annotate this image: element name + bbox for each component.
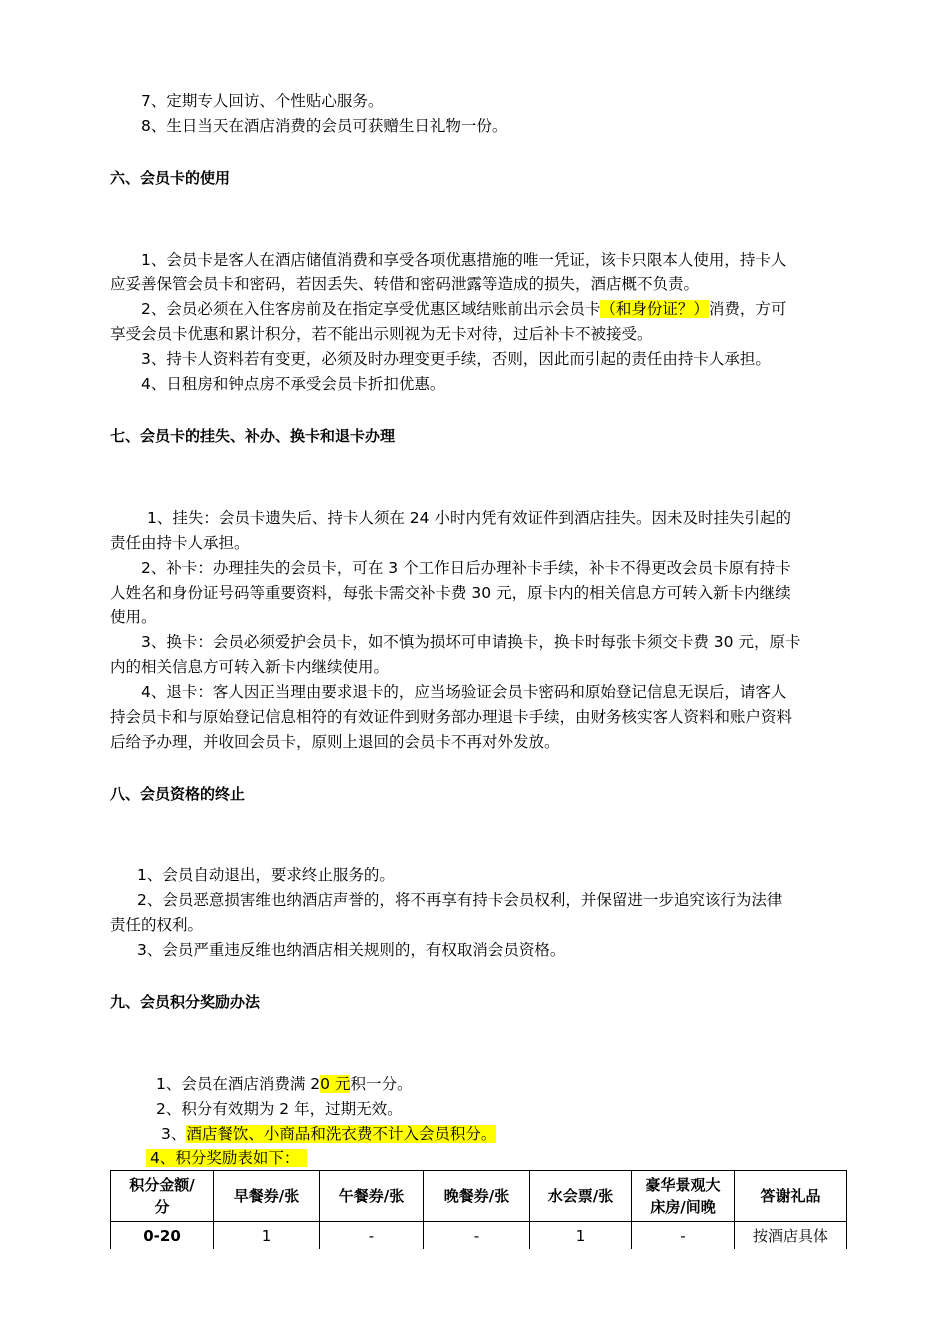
highlighted-table-intro: 4、积分奖励表如下： xyxy=(146,1149,307,1167)
s6-item-4: 4、日租房和钟点房不承受会员卡折扣优惠。 xyxy=(141,375,446,393)
s7-item-3-line-2: 内的相关信息方可转入新卡内继续使用。 xyxy=(110,658,390,676)
s7-item-4-line-3: 后给予办理，并收回会员卡，原则上退回的会员卡不再对外发放。 xyxy=(110,733,560,751)
section-heading-7: 七、会员卡的挂失、补办、换卡和退卡办理 xyxy=(110,427,396,445)
table-cell: 按酒店具体 xyxy=(735,1222,847,1250)
s6-item-2-text-b: 消费，方可 xyxy=(708,300,787,318)
reward-table xyxy=(110,1170,847,1249)
header-deluxe-room: 豪华景观大 床房/间晚 xyxy=(632,1171,735,1222)
header-gift: 答谢礼品 xyxy=(735,1171,847,1222)
s7-item-4-line-2: 持会员卡和与原始登记信息相符的有效证件到财务部办理退卡手续，由财务核实客人资料和账户资料 xyxy=(110,708,793,726)
s9-item-1-text-a: 1、会员在酒店消费满 2 xyxy=(156,1075,321,1093)
s7-item-2-line-2: 人姓名和身份证号码等重要资料，每张卡需交补卡费 30 元，原卡内的相关信息方可转入新卡内继续 xyxy=(110,584,791,602)
s9-item-1 xyxy=(156,1072,412,1096)
s9-item-3 xyxy=(161,1122,496,1146)
s7-item-1-line-2: 责任由持卡人承担。 xyxy=(110,534,250,552)
s8-item-3: 3、会员严重违反维也纳酒店相关规则的，有权取消会员资格。 xyxy=(137,941,566,959)
table-row xyxy=(111,1222,847,1250)
section-heading-6: 六、会员卡的使用 xyxy=(110,169,231,187)
table-header-row xyxy=(111,1171,847,1222)
s6-item-2-line-2: 享受会员卡优惠和累计积分，若不能出示则视为无卡对待，过后补卡不被接受。 xyxy=(110,325,653,343)
s7-item-2-line-1: 2、补卡：办理挂失的会员卡，可在 3 个工作日后办理补卡手续，补卡不得更改会员卡原有持卡 xyxy=(141,559,791,577)
header-points-amount: 积分金额/ 分 xyxy=(111,1171,214,1222)
s8-item-1: 1、会员自动退出，要求终止服务的。 xyxy=(137,866,395,884)
s7-item-4-line-1: 4、退卡：客人因正当理由要求退卡的，应当场验证会员卡密码和原始登记信息无误后，请客人 xyxy=(141,683,787,701)
s7-item-1-line-1: 1、挂失：会员卡遗失后、持卡人须在 24 小时内凭有效证件到酒店挂失。因未及时挂失引起的 xyxy=(147,509,791,527)
s9-item-3-number: 3、 xyxy=(161,1125,187,1143)
s6-item-1-line-2: 应妥善保管会员卡和密码，若因丢失、转借和密码泄露等造成的损失，酒店概不负责。 xyxy=(110,275,700,293)
table-cell: 1 xyxy=(214,1222,320,1250)
benefit-item-7: 7、定期专人回访、个性贴心服务。 xyxy=(141,92,384,110)
table-cell: - xyxy=(632,1222,735,1250)
header-dinner-voucher: 晚餐券/张 xyxy=(424,1171,530,1222)
s9-item-4 xyxy=(146,1146,307,1170)
highlighted-exclusion: 酒店餐饮、小商品和洗衣费不计入会员积分。 xyxy=(186,1125,497,1143)
s6-item-2-text-a: 2、会员必须在入住客房前及在指定享受优惠区域结账前出示会员卡 xyxy=(141,300,601,318)
s6-item-2-line-1 xyxy=(141,297,786,321)
section-heading-8: 八、会员资格的终止 xyxy=(110,785,246,803)
s8-item-2-line-2: 责任的权利。 xyxy=(110,916,204,934)
highlighted-amount: 0 元 xyxy=(320,1075,351,1093)
highlighted-note: （和身份证？） xyxy=(600,300,709,318)
benefit-item-8: 8、生日当天在酒店消费的会员可获赠生日礼物一份。 xyxy=(141,117,508,135)
section-heading-9: 九、会员积分奖励办法 xyxy=(110,993,261,1011)
s7-item-2-line-3: 使用。 xyxy=(110,608,157,626)
table-cell: - xyxy=(424,1222,530,1250)
table-cell: 1 xyxy=(530,1222,632,1250)
header-breakfast-voucher: 早餐券/张 xyxy=(214,1171,320,1222)
table-cell: - xyxy=(320,1222,424,1250)
s6-item-1-line-1: 1、会员卡是客人在酒店储值消费和享受各项优惠措施的唯一凭证，该卡只限本人使用，持卡人 xyxy=(141,251,787,269)
header-lunch-voucher: 午餐券/张 xyxy=(320,1171,424,1222)
s8-item-2-line-1: 2、会员恶意损害维也纳酒店声誉的，将不再享有持卡会员权利，并保留进一步追究该行为法律 xyxy=(137,891,783,909)
s6-item-3: 3、持卡人资料若有变更，必须及时办理变更手续，否则，因此而引起的责任由持卡人承担。 xyxy=(141,350,771,368)
s9-item-1-text-b: 积一分。 xyxy=(350,1075,413,1093)
s9-item-2: 2、积分有效期为 2 年，过期无效。 xyxy=(156,1100,403,1118)
table-cell: 0-20 xyxy=(111,1222,214,1250)
s7-item-3-line-1: 3、换卡：会员必须爱护会员卡，如不慎为损坏可申请换卡，换卡时每张卡须交卡费 30 元，原卡 xyxy=(141,633,801,651)
header-spa-ticket: 水会票/张 xyxy=(530,1171,632,1222)
